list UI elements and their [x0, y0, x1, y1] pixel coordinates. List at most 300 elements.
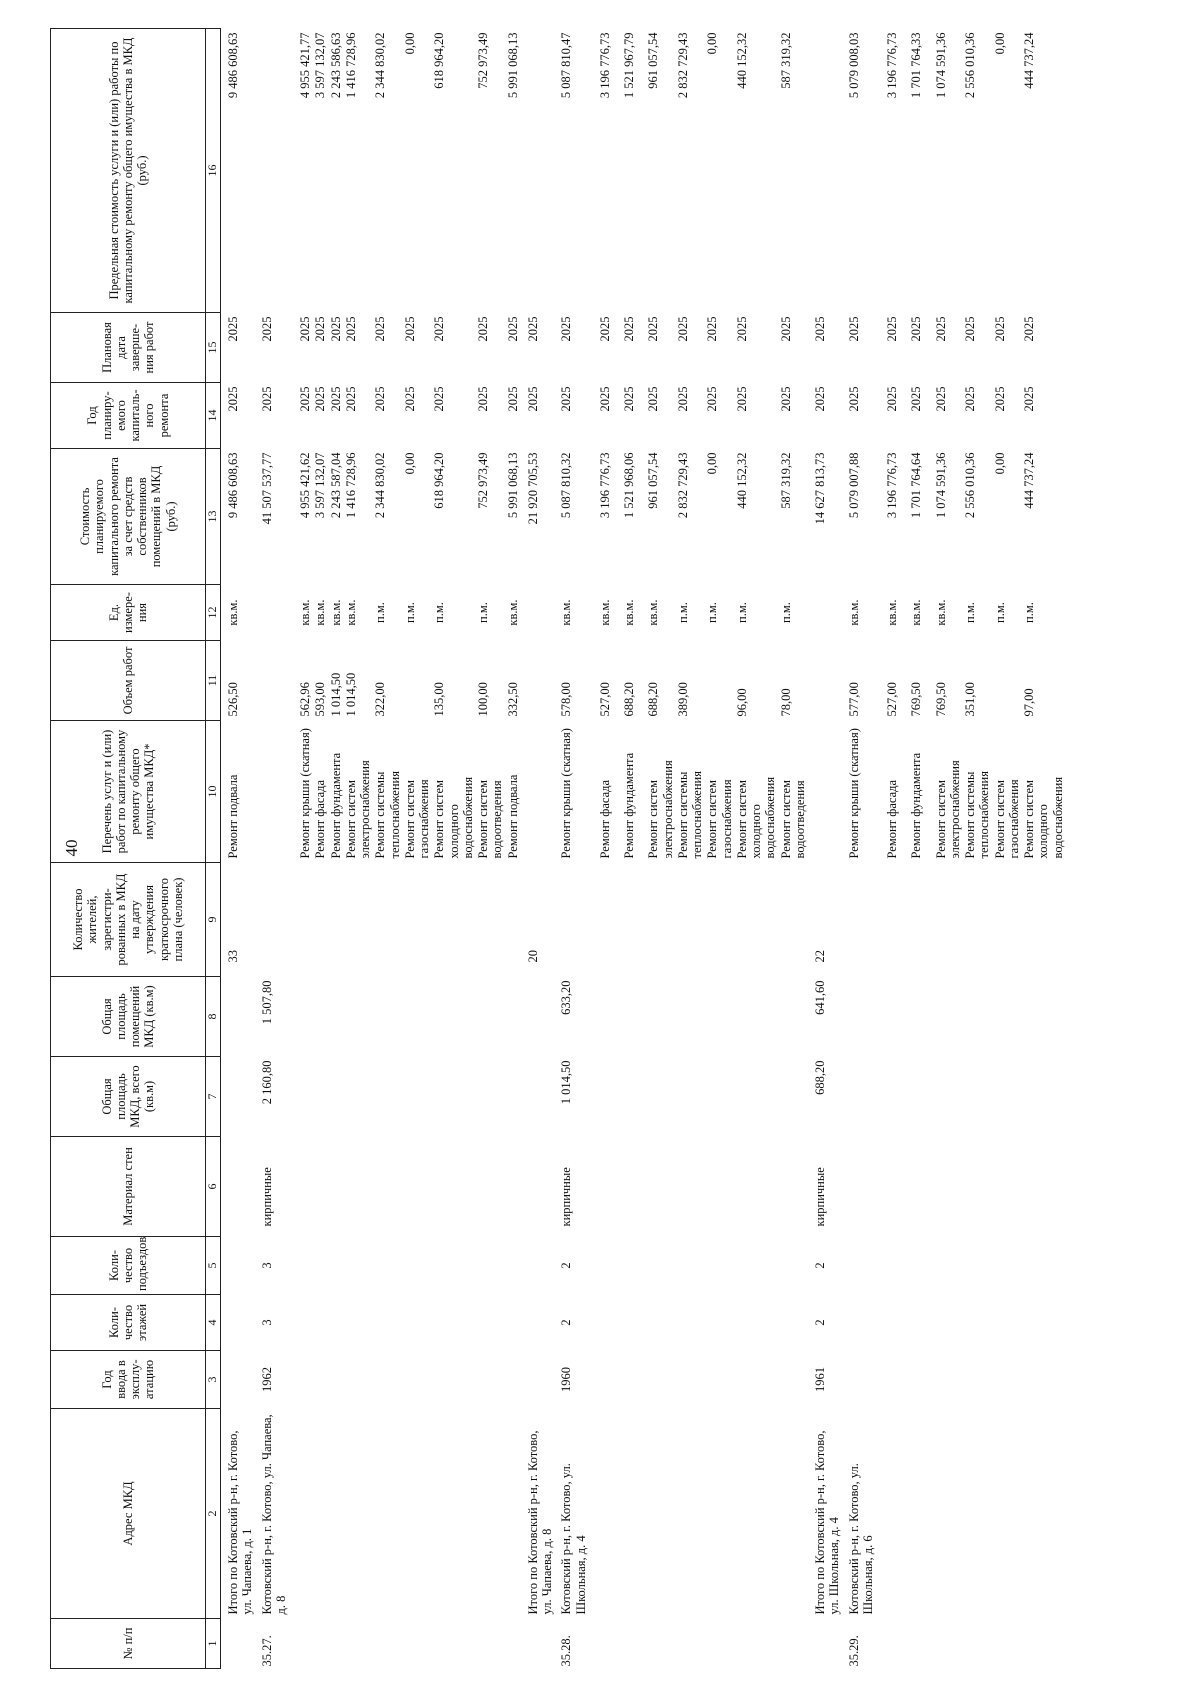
- cell-volume: 351,00: [963, 681, 977, 716]
- cell-year: [613, 1350, 637, 1408]
- cell-address: [779, 1408, 809, 1618]
- cell-volume: [705, 640, 735, 720]
- cell-entrances: [521, 1236, 556, 1294]
- cell-limit: 2 556 010,36: [963, 32, 977, 98]
- cell-end-year: 2025: [778, 316, 793, 341]
- cell-no: [344, 1618, 374, 1668]
- total-row: [521, 28, 556, 1668]
- work-row: [1022, 28, 1066, 1668]
- cell-plan-year: 2025: [963, 386, 977, 411]
- cell-year: [1022, 1350, 1066, 1408]
- cell-area-total: [925, 1056, 964, 1136]
- cell-area-rooms: 633,20: [559, 980, 574, 1015]
- cell-entrances: 2: [813, 1261, 827, 1269]
- cell-no: 35.28.: [559, 1634, 574, 1666]
- work-row: [963, 28, 993, 1668]
- cell-material: кирпичные: [813, 1166, 827, 1226]
- cell-residents: [589, 862, 613, 976]
- column-number-11: 11: [206, 640, 221, 720]
- cell-limit: 2 243 586,63: [328, 32, 343, 98]
- cell-no: [779, 1618, 809, 1668]
- cell-floors: [344, 1294, 374, 1350]
- cell-entrances: 3: [259, 1261, 274, 1269]
- column-header-4: Коли-чество этажей: [51, 1294, 206, 1350]
- cell-area-total: [289, 1056, 313, 1136]
- cell-volume: 96,00: [734, 687, 749, 716]
- cell-area-total: [344, 1056, 374, 1136]
- cell-entrances: [403, 1236, 433, 1294]
- cell-volume: 322,00: [373, 681, 388, 716]
- cell-area-rooms: [613, 976, 637, 1056]
- cell-cost: 961 057,54: [646, 452, 661, 509]
- cell-floors: [521, 1294, 556, 1350]
- cell-material: [779, 1136, 809, 1236]
- cell-volume: 389,00: [675, 681, 690, 716]
- cell-limit: [808, 28, 843, 312]
- cell-volume: [521, 640, 556, 720]
- cell-no: [506, 1618, 521, 1668]
- cell-cost: 41 507 537,77: [259, 452, 274, 524]
- cell-area-total: [735, 1056, 779, 1136]
- column-header-13: Стоимость планируемого капитального ремонта за счет средств собственников помещений в МКД (руб.): [51, 448, 206, 584]
- cell-cost: 9 486 608,63: [226, 452, 240, 518]
- cell-area-total: [432, 1056, 476, 1136]
- cell-entrances: [506, 1236, 521, 1294]
- cell-unit: кв.м.: [885, 598, 899, 626]
- cell-year: [313, 1350, 328, 1408]
- work-row: [403, 28, 433, 1668]
- cell-work: Ремонт фасада: [313, 779, 328, 858]
- cell-unit: кв.м.: [343, 598, 358, 626]
- cell-material: [735, 1136, 779, 1236]
- cell-cost: 440 152,32: [734, 452, 749, 509]
- cell-plan-year: 2025: [705, 386, 720, 411]
- cell-volume: 527,00: [885, 681, 899, 716]
- cell-end-year: 2025: [373, 316, 388, 341]
- cell-cost: 0,00: [402, 452, 417, 474]
- building-row: [256, 28, 290, 1668]
- cell-area-total: [843, 1056, 877, 1136]
- cell-material: [900, 1136, 924, 1236]
- cell-residents: [963, 862, 993, 976]
- cell-entrances: [344, 1236, 374, 1294]
- cell-limit: 2 344 830,02: [373, 32, 388, 98]
- cell-volume: 526,50: [226, 681, 240, 716]
- cell-area-rooms: [432, 976, 476, 1056]
- work-row: [900, 28, 924, 1668]
- cell-end-year: 2025: [1022, 316, 1036, 341]
- cell-entrances: [1022, 1236, 1066, 1294]
- cell-limit: 0,00: [402, 32, 417, 54]
- cell-no: [705, 1618, 735, 1668]
- cell-area-rooms: [403, 976, 433, 1056]
- page-number: 40: [62, 839, 81, 857]
- cell-area-total: [637, 1056, 676, 1136]
- cell-no: [637, 1618, 676, 1668]
- cell-floors: [476, 1294, 506, 1350]
- cell-address: [925, 1408, 964, 1618]
- cell-floors: [506, 1294, 521, 1350]
- cell-address: [613, 1408, 637, 1618]
- cell-volume: 562,96: [298, 681, 312, 716]
- cell-work: Ремонт системы теплоснабжения: [675, 770, 704, 858]
- cell-residents: [329, 862, 344, 976]
- column-number-8: 8: [206, 976, 221, 1056]
- cell-residents: [555, 862, 589, 976]
- cell-address: [432, 1408, 476, 1618]
- work-row: [589, 28, 613, 1668]
- cell-work: Ремонт систем холодного водоснабжения: [734, 776, 778, 858]
- column-header-2: Адрес МКД: [51, 1408, 206, 1618]
- cell-area-total: [373, 1056, 403, 1136]
- cell-no: [735, 1618, 779, 1668]
- cell-year: [521, 1350, 556, 1408]
- cell-area-total: [221, 1056, 256, 1136]
- cell-plan-year: 2025: [885, 386, 899, 411]
- cell-material: [637, 1136, 676, 1236]
- cell-end-year: 2025: [298, 316, 312, 341]
- cell-entrances: [313, 1236, 328, 1294]
- cell-no: [589, 1618, 613, 1668]
- cell-year: [221, 1350, 256, 1408]
- cell-floors: 3: [259, 1318, 274, 1326]
- cell-volume: [403, 640, 433, 720]
- cell-material: [289, 1136, 313, 1236]
- cell-no: [329, 1618, 344, 1668]
- cell-limit: [256, 28, 290, 312]
- work-row: [289, 28, 313, 1668]
- cell-plan-year: 2025: [259, 386, 274, 411]
- total-row: [808, 28, 843, 1668]
- cell-volume: 78,00: [778, 687, 793, 716]
- cell-cost: 2 832 729,43: [675, 452, 690, 518]
- cell-address: [1022, 1408, 1066, 1618]
- cell-volume: 578,00: [559, 681, 574, 716]
- cell-cost: 2 243 587,04: [328, 452, 343, 518]
- column-header-8: Общая площадь помещений МКД (кв.м): [51, 976, 206, 1056]
- cell-limit: 752 973,49: [476, 32, 490, 89]
- column-number-7: 7: [206, 1056, 221, 1136]
- cell-no: [289, 1618, 313, 1668]
- cell-area-rooms: [843, 976, 877, 1056]
- cell-volume: 1 014,50: [328, 672, 343, 716]
- cell-year: [843, 1350, 877, 1408]
- cell-no: [993, 1618, 1023, 1668]
- cell-entrances: [925, 1236, 964, 1294]
- cell-work: Ремонт систем газоснабжения: [402, 778, 431, 858]
- work-row: [313, 28, 328, 1668]
- cell-no: [900, 1618, 924, 1668]
- cell-area-rooms: 641,60: [813, 980, 827, 1015]
- cell-cost: 3 597 132,07: [313, 452, 328, 518]
- cell-cost: 14 627 813,73: [813, 452, 827, 524]
- cell-address: Котовский р-н, г. Котово, ул. Школьная, д. 4: [559, 1462, 588, 1614]
- cell-material: [373, 1136, 403, 1236]
- cell-limit: 961 057,54: [646, 32, 661, 89]
- cell-address: [403, 1408, 433, 1618]
- cell-unit: кв.м.: [313, 598, 328, 626]
- cell-year: [403, 1350, 433, 1408]
- column-number-2: 2: [206, 1408, 221, 1618]
- cell-plan-year: 2025: [559, 386, 574, 411]
- work-row: [676, 28, 706, 1668]
- cell-address: Котовский р-н, г. Котово, ул. Чапаева, д. 8: [259, 1413, 288, 1614]
- cell-end-year: 2025: [705, 316, 720, 341]
- cell-limit: 9 486 608,63: [226, 32, 240, 98]
- cell-area-rooms: [705, 976, 735, 1056]
- cell-limit: [521, 28, 556, 312]
- cell-plan-year: 2025: [298, 386, 312, 411]
- cell-residents: [735, 862, 779, 976]
- cell-end-year: 2025: [675, 316, 690, 341]
- cell-area-rooms: [963, 976, 993, 1056]
- column-number-5: 5: [206, 1236, 221, 1294]
- cell-residents: [613, 862, 637, 976]
- cell-residents: [256, 862, 290, 976]
- cell-entrances: [735, 1236, 779, 1294]
- cell-cost: 21 920 705,53: [525, 452, 540, 524]
- cell-unit: [521, 584, 556, 640]
- cell-residents: [313, 862, 328, 976]
- header-row: [51, 28, 206, 1668]
- cell-material: [589, 1136, 613, 1236]
- cell-limit: 5 087 810,47: [559, 32, 574, 98]
- cell-plan-year: 2025: [846, 386, 861, 411]
- cell-end-year: 2025: [646, 316, 661, 341]
- cell-limit: 1 416 728,96: [343, 32, 358, 98]
- column-number-12: 12: [206, 584, 221, 640]
- column-number-1: 1: [206, 1618, 221, 1668]
- cell-work: Ремонт крыши (скатная): [298, 727, 312, 858]
- cell-plan-year: 2025: [505, 386, 520, 411]
- cell-entrances: [637, 1236, 676, 1294]
- cell-unit: кв.м.: [646, 598, 661, 626]
- cell-year: 1962: [259, 1366, 274, 1392]
- cell-material: [705, 1136, 735, 1236]
- cell-area-rooms: [344, 976, 374, 1056]
- cell-cost: 4 955 421,62: [298, 452, 312, 518]
- cell-floors: [432, 1294, 476, 1350]
- column-header-15: Плановая дата заверше-ния работ: [51, 312, 206, 382]
- cell-area-total: [705, 1056, 735, 1136]
- cell-work: [521, 720, 556, 862]
- cell-address: [373, 1408, 403, 1618]
- cell-limit: 5 991 068,13: [505, 32, 520, 98]
- cell-floors: [589, 1294, 613, 1350]
- cell-address: [993, 1408, 1023, 1618]
- cell-year: [506, 1350, 521, 1408]
- cell-unit: п.м.: [402, 601, 417, 623]
- cell-residents: [705, 862, 735, 976]
- cell-residents: [843, 862, 877, 976]
- cell-unit: кв.м.: [226, 598, 240, 626]
- cell-floors: [676, 1294, 706, 1350]
- cell-residents: [476, 862, 506, 976]
- total-row: [221, 28, 256, 1668]
- cell-plan-year: 2025: [226, 386, 240, 411]
- cell-unit: п.м.: [963, 601, 977, 623]
- cell-plan-year: 2025: [343, 386, 358, 411]
- cell-year: [637, 1350, 676, 1408]
- cell-address: [289, 1408, 313, 1618]
- cell-residents: [373, 862, 403, 976]
- work-row: [876, 28, 900, 1668]
- cell-unit: кв.м.: [559, 598, 574, 626]
- cell-area-rooms: [313, 976, 328, 1056]
- cell-year: 1960: [559, 1366, 574, 1392]
- cell-cost: 1 521 968,06: [622, 452, 636, 518]
- cell-floors: 2: [813, 1318, 827, 1326]
- cell-area-rooms: [289, 976, 313, 1056]
- cell-volume: 135,00: [432, 681, 447, 716]
- cell-plan-year: 2025: [622, 386, 636, 411]
- cell-address: [876, 1408, 900, 1618]
- cell-end-year: 2025: [525, 316, 540, 341]
- column-number-9: 9: [206, 862, 221, 976]
- cell-no: [521, 1618, 556, 1668]
- column-number-16: 16: [206, 28, 221, 312]
- cell-plan-year: 2025: [734, 386, 749, 411]
- cell-area-total: [613, 1056, 637, 1136]
- cell-end-year: 2025: [963, 316, 977, 341]
- cell-entrances: [432, 1236, 476, 1294]
- cell-volume: 1 014,50: [343, 672, 358, 716]
- cell-floors: [963, 1294, 993, 1350]
- cell-volume: [808, 640, 843, 720]
- cell-residents: [925, 862, 964, 976]
- cell-limit: 618 964,20: [432, 32, 447, 89]
- cell-end-year: 2025: [259, 316, 274, 341]
- cell-work: Ремонт систем водоотведения: [778, 779, 807, 858]
- cell-cost: 618 964,20: [432, 452, 447, 509]
- work-row: [329, 28, 344, 1668]
- cell-volume: 593,00: [313, 681, 328, 716]
- cell-unit: кв.м.: [298, 598, 312, 626]
- cell-plan-year: 2025: [313, 386, 328, 411]
- cell-volume: 688,20: [622, 681, 636, 716]
- cell-address: [637, 1408, 676, 1618]
- cell-address: [735, 1408, 779, 1618]
- cell-area-rooms: [779, 976, 809, 1056]
- cell-address: [589, 1408, 613, 1618]
- cell-volume: 527,00: [597, 681, 612, 716]
- cell-limit: 0,00: [992, 32, 1007, 54]
- cell-residents: [676, 862, 706, 976]
- table-body: [221, 28, 1066, 1668]
- cell-material: [876, 1136, 900, 1236]
- cell-cost: 752 973,49: [476, 452, 490, 509]
- cell-plan-year: 2025: [813, 386, 827, 411]
- cell-end-year: 2025: [505, 316, 520, 341]
- cell-cost: 5 079 007,88: [846, 452, 861, 518]
- cell-volume: 769,50: [933, 681, 948, 716]
- cell-material: [521, 1136, 556, 1236]
- cell-end-year: 2025: [992, 316, 1007, 341]
- cell-plan-year: 2025: [933, 386, 948, 411]
- cell-cost: 587 319,32: [778, 452, 793, 509]
- cell-work: Ремонт подвала: [505, 774, 520, 858]
- cell-material: [313, 1136, 328, 1236]
- work-row: [432, 28, 476, 1668]
- cell-year: [993, 1350, 1023, 1408]
- cell-unit: п.м.: [778, 601, 793, 623]
- cell-floors: [1022, 1294, 1066, 1350]
- column-number-15: 15: [206, 312, 221, 382]
- cell-plan-year: 2025: [525, 386, 540, 411]
- cell-floors: [993, 1294, 1023, 1350]
- cell-area-total: 2 160,80: [259, 1060, 274, 1104]
- cell-floors: [313, 1294, 328, 1350]
- cell-entrances: 2: [559, 1261, 574, 1269]
- cell-floors: [735, 1294, 779, 1350]
- cell-material: [993, 1136, 1023, 1236]
- cell-year: 1961: [813, 1366, 827, 1392]
- work-row: [613, 28, 637, 1668]
- cell-area-rooms: [506, 976, 521, 1056]
- cell-entrances: [221, 1236, 256, 1294]
- cell-end-year: 2025: [432, 316, 447, 341]
- cell-material: [432, 1136, 476, 1236]
- cell-area-rooms: [676, 976, 706, 1056]
- cell-residents: 22: [813, 949, 827, 962]
- cell-material: [676, 1136, 706, 1236]
- cell-entrances: [993, 1236, 1023, 1294]
- cell-address: Итого по Котовский р-н, г. Котово, ул. Чапаева, д. 1: [226, 1430, 255, 1614]
- building-row: [555, 28, 589, 1668]
- cell-end-year: 2025: [313, 316, 328, 341]
- cell-material: [476, 1136, 506, 1236]
- cell-cost: 444 737,24: [1022, 452, 1036, 509]
- cell-work: Ремонт фасада: [597, 779, 612, 858]
- cell-address: [676, 1408, 706, 1618]
- cell-no: [876, 1618, 900, 1668]
- cell-material: [329, 1136, 344, 1236]
- cell-address: [900, 1408, 924, 1618]
- cell-area-rooms: [735, 976, 779, 1056]
- cell-floors: [843, 1294, 877, 1350]
- cell-work: Ремонт систем электроснабжения: [933, 759, 962, 858]
- cell-entrances: [676, 1236, 706, 1294]
- column-header-5: Коли-чество подъездов: [51, 1236, 206, 1294]
- cell-floors: [779, 1294, 809, 1350]
- cell-work: Ремонт фундамента: [328, 752, 343, 858]
- column-header-10: Перечень услуг и (или) работ по капитальному ремонту общего имущества МКД*: [51, 720, 206, 862]
- cell-unit: п.м.: [1022, 601, 1036, 623]
- cell-area-rooms: [993, 976, 1023, 1056]
- cell-area-rooms: [373, 976, 403, 1056]
- cell-entrances: [963, 1236, 993, 1294]
- cell-address: [506, 1408, 521, 1618]
- cell-unit: кв.м.: [505, 598, 520, 626]
- column-header-6: Материал стен: [51, 1136, 206, 1236]
- cell-no: [925, 1618, 964, 1668]
- column-header-16: Предельная стоимость услуги и (или) работы по капитальному ремонту общего имущества в МКД (руб.): [51, 28, 206, 312]
- cell-floors: [221, 1294, 256, 1350]
- cell-entrances: [476, 1236, 506, 1294]
- cell-unit: п.м.: [705, 601, 720, 623]
- cell-work: Ремонт систем холодного водоснабжения: [432, 776, 475, 858]
- cell-end-year: 2025: [402, 316, 417, 341]
- cell-area-total: [993, 1056, 1023, 1136]
- cell-plan-year: 2025: [476, 386, 490, 411]
- column-number-13: 13: [206, 448, 221, 584]
- cell-area-rooms: [925, 976, 964, 1056]
- work-row: [637, 28, 676, 1668]
- cell-end-year: 2025: [597, 316, 612, 341]
- cell-entrances: [900, 1236, 924, 1294]
- cell-year: [925, 1350, 964, 1408]
- cell-address: [476, 1408, 506, 1618]
